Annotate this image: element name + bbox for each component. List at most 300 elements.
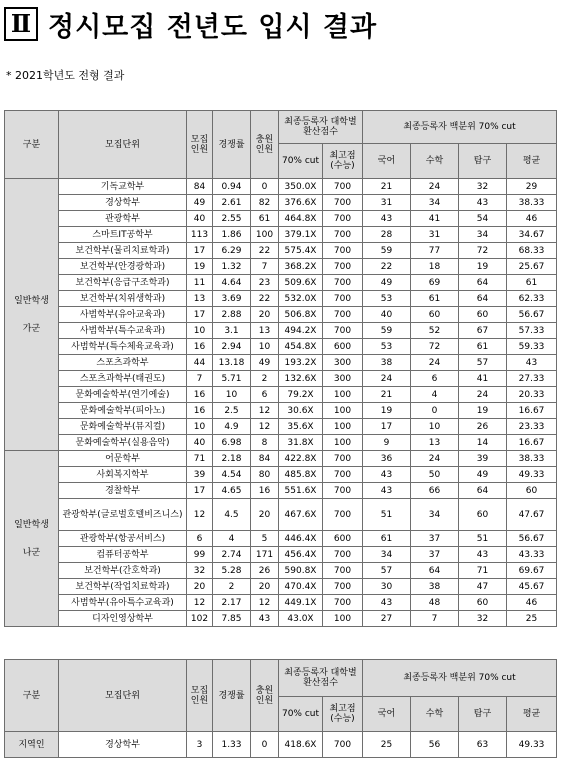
math-cut: 41 — [411, 211, 459, 227]
extra-admit: 6 — [251, 387, 279, 403]
korean-cut: 27 — [363, 611, 411, 627]
inquiry-cut: 24 — [459, 387, 507, 403]
average-cut: 69.67 — [507, 563, 557, 579]
header-quota: 모집 인원 — [187, 111, 213, 179]
competition-rate: 6.98 — [213, 435, 251, 451]
header-avg: 평균 — [507, 144, 557, 179]
extra-admit: 12 — [251, 419, 279, 435]
converted-cut70: 532.0X — [279, 291, 323, 307]
table-row — [5, 435, 557, 451]
header-korean: 국어 — [363, 697, 411, 732]
average-cut: 49.33 — [507, 467, 557, 483]
competition-rate: 4.65 — [213, 483, 251, 499]
average-cut: 45.67 — [507, 579, 557, 595]
extra-admit: 171 — [251, 547, 279, 563]
korean-cut: 21 — [363, 387, 411, 403]
quota: 40 — [187, 435, 213, 451]
converted-cut70: 30.6X — [279, 403, 323, 419]
quota: 16 — [187, 403, 213, 419]
converted-max: 700 — [323, 547, 363, 563]
table-row — [5, 307, 557, 323]
table-row — [5, 611, 557, 627]
inquiry-cut: 60 — [459, 595, 507, 611]
math-cut: 64 — [411, 563, 459, 579]
header-cut70: 70% cut — [279, 697, 323, 732]
competition-rate: 4.54 — [213, 467, 251, 483]
converted-max: 600 — [323, 339, 363, 355]
inquiry-cut: 41 — [459, 371, 507, 387]
header-converted: 최종등록자 대학별 환산점수 — [279, 111, 363, 144]
group-label-line1: 일반학생 — [14, 519, 49, 530]
average-cut: 62.33 — [507, 291, 557, 307]
competition-rate: 10 — [213, 387, 251, 403]
inquiry-cut: 72 — [459, 243, 507, 259]
unit-name: 사범학부(유아교육과) — [59, 307, 187, 323]
math-cut: 34 — [411, 499, 459, 531]
unit-name: 문화예술학부(실용음악) — [59, 435, 187, 451]
extra-admit: 20 — [251, 307, 279, 323]
korean-cut: 43 — [363, 595, 411, 611]
inquiry-cut: 61 — [459, 339, 507, 355]
korean-cut: 24 — [363, 371, 411, 387]
extra-admit: 84 — [251, 451, 279, 467]
quota: 71 — [187, 451, 213, 467]
inquiry-cut: 14 — [459, 435, 507, 451]
table-row — [5, 227, 557, 243]
converted-cut70: 551.6X — [279, 483, 323, 499]
converted-max: 100 — [323, 419, 363, 435]
table-row — [5, 732, 557, 758]
table-row — [5, 387, 557, 403]
inquiry-cut: 57 — [459, 355, 507, 371]
converted-max: 700 — [323, 179, 363, 195]
extra-admit: 12 — [251, 595, 279, 611]
inquiry-cut: 63 — [459, 732, 507, 758]
korean-cut: 9 — [363, 435, 411, 451]
header-korean: 국어 — [363, 144, 411, 179]
korean-cut: 22 — [363, 259, 411, 275]
converted-cut70: 350.0X — [279, 179, 323, 195]
table-row — [5, 195, 557, 211]
header-cut70: 70% cut — [279, 144, 323, 179]
converted-cut70: 454.8X — [279, 339, 323, 355]
converted-max: 300 — [323, 371, 363, 387]
math-cut: 56 — [411, 732, 459, 758]
quota: 7 — [187, 371, 213, 387]
converted-max: 100 — [323, 611, 363, 627]
unit-name: 사범학부(특수교육과) — [59, 323, 187, 339]
competition-rate: 4.5 — [213, 499, 251, 531]
math-cut: 18 — [411, 259, 459, 275]
quota: 16 — [187, 339, 213, 355]
header-row — [5, 660, 557, 697]
extra-admit: 20 — [251, 499, 279, 531]
converted-cut70: 132.6X — [279, 371, 323, 387]
quota: 19 — [187, 259, 213, 275]
unit-name: 관광학부(글로벌호텔비즈니스) — [59, 499, 187, 531]
converted-cut70: 422.8X — [279, 451, 323, 467]
math-cut: 10 — [411, 419, 459, 435]
competition-rate: 4.9 — [213, 419, 251, 435]
average-cut: 68.33 — [507, 243, 557, 259]
korean-cut: 38 — [363, 355, 411, 371]
math-cut: 72 — [411, 339, 459, 355]
header-row — [5, 111, 557, 144]
average-cut: 59.33 — [507, 339, 557, 355]
converted-max: 100 — [323, 387, 363, 403]
converted-cut70: 379.1X — [279, 227, 323, 243]
converted-cut70: 368.2X — [279, 259, 323, 275]
average-cut: 56.67 — [507, 307, 557, 323]
average-cut: 20.33 — [507, 387, 557, 403]
competition-rate: 13.18 — [213, 355, 251, 371]
header-percentile: 최종등록자 백분위 70% cut — [363, 111, 557, 144]
table-row — [5, 179, 557, 195]
extra-admit: 7 — [251, 259, 279, 275]
quota: 32 — [187, 563, 213, 579]
converted-max: 700 — [323, 467, 363, 483]
average-cut: 46 — [507, 595, 557, 611]
header-extra: 충원 인원 — [251, 660, 279, 732]
unit-name: 문화예술학부(피아노) — [59, 403, 187, 419]
math-cut: 69 — [411, 275, 459, 291]
extra-admit: 26 — [251, 563, 279, 579]
inquiry-cut: 60 — [459, 307, 507, 323]
competition-rate: 4 — [213, 531, 251, 547]
quota: 17 — [187, 243, 213, 259]
korean-cut: 19 — [363, 403, 411, 419]
inquiry-cut: 49 — [459, 467, 507, 483]
inquiry-cut: 64 — [459, 291, 507, 307]
quota: 102 — [187, 611, 213, 627]
converted-max: 100 — [323, 403, 363, 419]
converted-cut70: 446.4X — [279, 531, 323, 547]
unit-name: 경상학부 — [59, 732, 187, 758]
group-label — [5, 451, 59, 627]
math-cut: 52 — [411, 323, 459, 339]
korean-cut: 40 — [363, 307, 411, 323]
converted-max: 700 — [323, 579, 363, 595]
unit-name: 관광학부 — [59, 211, 187, 227]
unit-name: 컴퓨터공학부 — [59, 547, 187, 563]
quota: 84 — [187, 179, 213, 195]
group-label: 지역인 — [5, 732, 59, 758]
unit-name: 사범학부(유아특수교육과) — [59, 595, 187, 611]
math-cut: 77 — [411, 243, 459, 259]
group-label-line2: 나군 — [22, 547, 41, 558]
math-cut: 24 — [411, 451, 459, 467]
inquiry-cut: 39 — [459, 451, 507, 467]
results-table-main — [4, 110, 557, 627]
results-table-local — [4, 659, 557, 758]
quota: 16 — [187, 387, 213, 403]
average-cut: 46 — [507, 211, 557, 227]
competition-rate: 2.88 — [213, 307, 251, 323]
header-avg: 평균 — [507, 697, 557, 732]
quota: 3 — [187, 732, 213, 758]
table-row — [5, 275, 557, 291]
average-cut: 43 — [507, 355, 557, 371]
table-row — [5, 211, 557, 227]
header-unit: 모집단위 — [59, 660, 187, 732]
converted-cut70: 494.2X — [279, 323, 323, 339]
math-cut: 61 — [411, 291, 459, 307]
converted-max: 700 — [323, 595, 363, 611]
quota: 6 — [187, 531, 213, 547]
math-cut: 38 — [411, 579, 459, 595]
inquiry-cut: 26 — [459, 419, 507, 435]
group-label-line2: 가군 — [22, 323, 41, 334]
average-cut: 38.33 — [507, 195, 557, 211]
korean-cut: 43 — [363, 211, 411, 227]
header-math: 수학 — [411, 144, 459, 179]
extra-admit: 100 — [251, 227, 279, 243]
korean-cut: 31 — [363, 195, 411, 211]
quota: 11 — [187, 275, 213, 291]
header-math: 수학 — [411, 697, 459, 732]
competition-rate: 1.33 — [213, 732, 251, 758]
extra-admit: 22 — [251, 243, 279, 259]
table-row — [5, 595, 557, 611]
inquiry-cut: 34 — [459, 227, 507, 243]
converted-cut70: 418.6X — [279, 732, 323, 758]
average-cut: 57.33 — [507, 323, 557, 339]
extra-admit: 0 — [251, 179, 279, 195]
converted-cut70: 456.4X — [279, 547, 323, 563]
quota: 13 — [187, 291, 213, 307]
table-row — [5, 323, 557, 339]
math-cut: 50 — [411, 467, 459, 483]
inquiry-cut: 54 — [459, 211, 507, 227]
converted-max: 700 — [323, 483, 363, 499]
unit-name: 어문학부 — [59, 451, 187, 467]
competition-rate: 2.61 — [213, 195, 251, 211]
average-cut: 60 — [507, 483, 557, 499]
converted-max: 300 — [323, 355, 363, 371]
math-cut: 6 — [411, 371, 459, 387]
converted-cut70: 467.6X — [279, 499, 323, 531]
converted-max: 700 — [323, 259, 363, 275]
extra-admit: 23 — [251, 275, 279, 291]
extra-admit: 20 — [251, 579, 279, 595]
inquiry-cut: 64 — [459, 275, 507, 291]
quota: 17 — [187, 307, 213, 323]
header-percentile: 최종등록자 백분위 70% cut — [363, 660, 557, 697]
korean-cut: 21 — [363, 179, 411, 195]
korean-cut: 34 — [363, 547, 411, 563]
competition-rate: 2 — [213, 579, 251, 595]
table-row — [5, 259, 557, 275]
inquiry-cut: 32 — [459, 179, 507, 195]
competition-rate: 2.55 — [213, 211, 251, 227]
competition-rate: 6.29 — [213, 243, 251, 259]
group-label-line1: 일반학생 — [14, 295, 49, 306]
inquiry-cut: 19 — [459, 403, 507, 419]
average-cut: 56.67 — [507, 531, 557, 547]
unit-name: 경찰학부 — [59, 483, 187, 499]
header-quota: 모집 인원 — [187, 660, 213, 732]
extra-admit: 8 — [251, 435, 279, 451]
math-cut: 37 — [411, 547, 459, 563]
extra-admit: 5 — [251, 531, 279, 547]
korean-cut: 59 — [363, 323, 411, 339]
math-cut: 4 — [411, 387, 459, 403]
converted-cut70: 470.4X — [279, 579, 323, 595]
unit-name: 문화예술학부(연기예술) — [59, 387, 187, 403]
extra-admit: 12 — [251, 403, 279, 419]
quota: 39 — [187, 467, 213, 483]
converted-cut70: 31.8X — [279, 435, 323, 451]
table-row — [5, 451, 557, 467]
competition-rate: 3.1 — [213, 323, 251, 339]
title-text: 정시모집 전년도 입시 결과 — [48, 11, 378, 43]
extra-admit: 10 — [251, 339, 279, 355]
average-cut: 61 — [507, 275, 557, 291]
competition-rate: 4.64 — [213, 275, 251, 291]
math-cut: 0 — [411, 403, 459, 419]
table-row — [5, 499, 557, 531]
average-cut: 16.67 — [507, 435, 557, 451]
quota: 12 — [187, 595, 213, 611]
converted-max: 700 — [323, 451, 363, 467]
unit-name: 보건학부(간호학과) — [59, 563, 187, 579]
extra-admit: 82 — [251, 195, 279, 211]
competition-rate: 1.86 — [213, 227, 251, 243]
extra-admit: 16 — [251, 483, 279, 499]
competition-rate: 2.94 — [213, 339, 251, 355]
inquiry-cut: 51 — [459, 531, 507, 547]
quota: 44 — [187, 355, 213, 371]
average-cut: 47.67 — [507, 499, 557, 531]
korean-cut: 43 — [363, 483, 411, 499]
page-title — [4, 2, 377, 46]
table-row — [5, 579, 557, 595]
converted-max: 700 — [323, 211, 363, 227]
unit-name: 스마트IT공학부 — [59, 227, 187, 243]
unit-name: 사회복지학부 — [59, 467, 187, 483]
inquiry-cut: 47 — [459, 579, 507, 595]
extra-admit: 80 — [251, 467, 279, 483]
inquiry-cut: 71 — [459, 563, 507, 579]
unit-name: 보건학부(안경광학과) — [59, 259, 187, 275]
quota: 10 — [187, 323, 213, 339]
unit-name: 디자인영상학부 — [59, 611, 187, 627]
unit-name: 스포츠과학부(태권도) — [59, 371, 187, 387]
converted-cut70: 590.8X — [279, 563, 323, 579]
header-max: 최고점 (수능) — [323, 144, 363, 179]
converted-cut70: 376.6X — [279, 195, 323, 211]
extra-admit: 43 — [251, 611, 279, 627]
math-cut: 60 — [411, 307, 459, 323]
korean-cut: 59 — [363, 243, 411, 259]
table-row — [5, 291, 557, 307]
competition-rate: 5.28 — [213, 563, 251, 579]
extra-admit: 61 — [251, 211, 279, 227]
math-cut: 31 — [411, 227, 459, 243]
table-row — [5, 467, 557, 483]
korean-cut: 36 — [363, 451, 411, 467]
unit-name: 보건학부(물리치료학과) — [59, 243, 187, 259]
converted-cut70: 464.8X — [279, 211, 323, 227]
korean-cut: 17 — [363, 419, 411, 435]
inquiry-cut: 43 — [459, 547, 507, 563]
extra-admit: 49 — [251, 355, 279, 371]
header-converted: 최종등록자 대학별 환산점수 — [279, 660, 363, 697]
table-row — [5, 531, 557, 547]
converted-max: 100 — [323, 435, 363, 451]
average-cut: 27.33 — [507, 371, 557, 387]
quota: 40 — [187, 211, 213, 227]
math-cut: 66 — [411, 483, 459, 499]
inquiry-cut: 60 — [459, 499, 507, 531]
table-row — [5, 483, 557, 499]
quota: 17 — [187, 483, 213, 499]
inquiry-cut: 67 — [459, 323, 507, 339]
korean-cut: 53 — [363, 291, 411, 307]
average-cut: 25.67 — [507, 259, 557, 275]
extra-admit: 22 — [251, 291, 279, 307]
korean-cut: 61 — [363, 531, 411, 547]
header-extra: 충원 인원 — [251, 111, 279, 179]
math-cut: 7 — [411, 611, 459, 627]
converted-cut70: 575.4X — [279, 243, 323, 259]
header-max: 최고점 (수능) — [323, 697, 363, 732]
unit-name: 기독교학부 — [59, 179, 187, 195]
math-cut: 24 — [411, 179, 459, 195]
korean-cut: 49 — [363, 275, 411, 291]
table-row — [5, 403, 557, 419]
header-competition: 경쟁률 — [213, 660, 251, 732]
korean-cut: 30 — [363, 579, 411, 595]
unit-name: 관광학부(항공서비스) — [59, 531, 187, 547]
inquiry-cut: 43 — [459, 195, 507, 211]
competition-rate: 2.17 — [213, 595, 251, 611]
competition-rate: 7.85 — [213, 611, 251, 627]
converted-max: 700 — [323, 307, 363, 323]
unit-name: 경상학부 — [59, 195, 187, 211]
korean-cut: 51 — [363, 499, 411, 531]
math-cut: 48 — [411, 595, 459, 611]
table-row — [5, 355, 557, 371]
header-competition: 경쟁률 — [213, 111, 251, 179]
competition-rate: 1.32 — [213, 259, 251, 275]
average-cut: 49.33 — [507, 732, 557, 758]
competition-rate: 2.18 — [213, 451, 251, 467]
converted-max: 700 — [323, 323, 363, 339]
average-cut: 23.33 — [507, 419, 557, 435]
table-row — [5, 243, 557, 259]
unit-name: 보건학부(작업치료학과) — [59, 579, 187, 595]
header-inquiry: 탐구 — [459, 144, 507, 179]
converted-max: 700 — [323, 499, 363, 531]
average-cut: 38.33 — [507, 451, 557, 467]
average-cut: 29 — [507, 179, 557, 195]
header-division: 구분 — [5, 111, 59, 179]
competition-rate: 2.74 — [213, 547, 251, 563]
average-cut: 16.67 — [507, 403, 557, 419]
converted-max: 700 — [323, 732, 363, 758]
extra-admit: 13 — [251, 323, 279, 339]
inquiry-cut: 64 — [459, 483, 507, 499]
quota: 99 — [187, 547, 213, 563]
extra-admit: 2 — [251, 371, 279, 387]
average-cut: 34.67 — [507, 227, 557, 243]
converted-max: 700 — [323, 275, 363, 291]
section-number: Ⅱ — [4, 7, 38, 41]
converted-cut70: 43.0X — [279, 611, 323, 627]
extra-admit: 0 — [251, 732, 279, 758]
math-cut: 37 — [411, 531, 459, 547]
